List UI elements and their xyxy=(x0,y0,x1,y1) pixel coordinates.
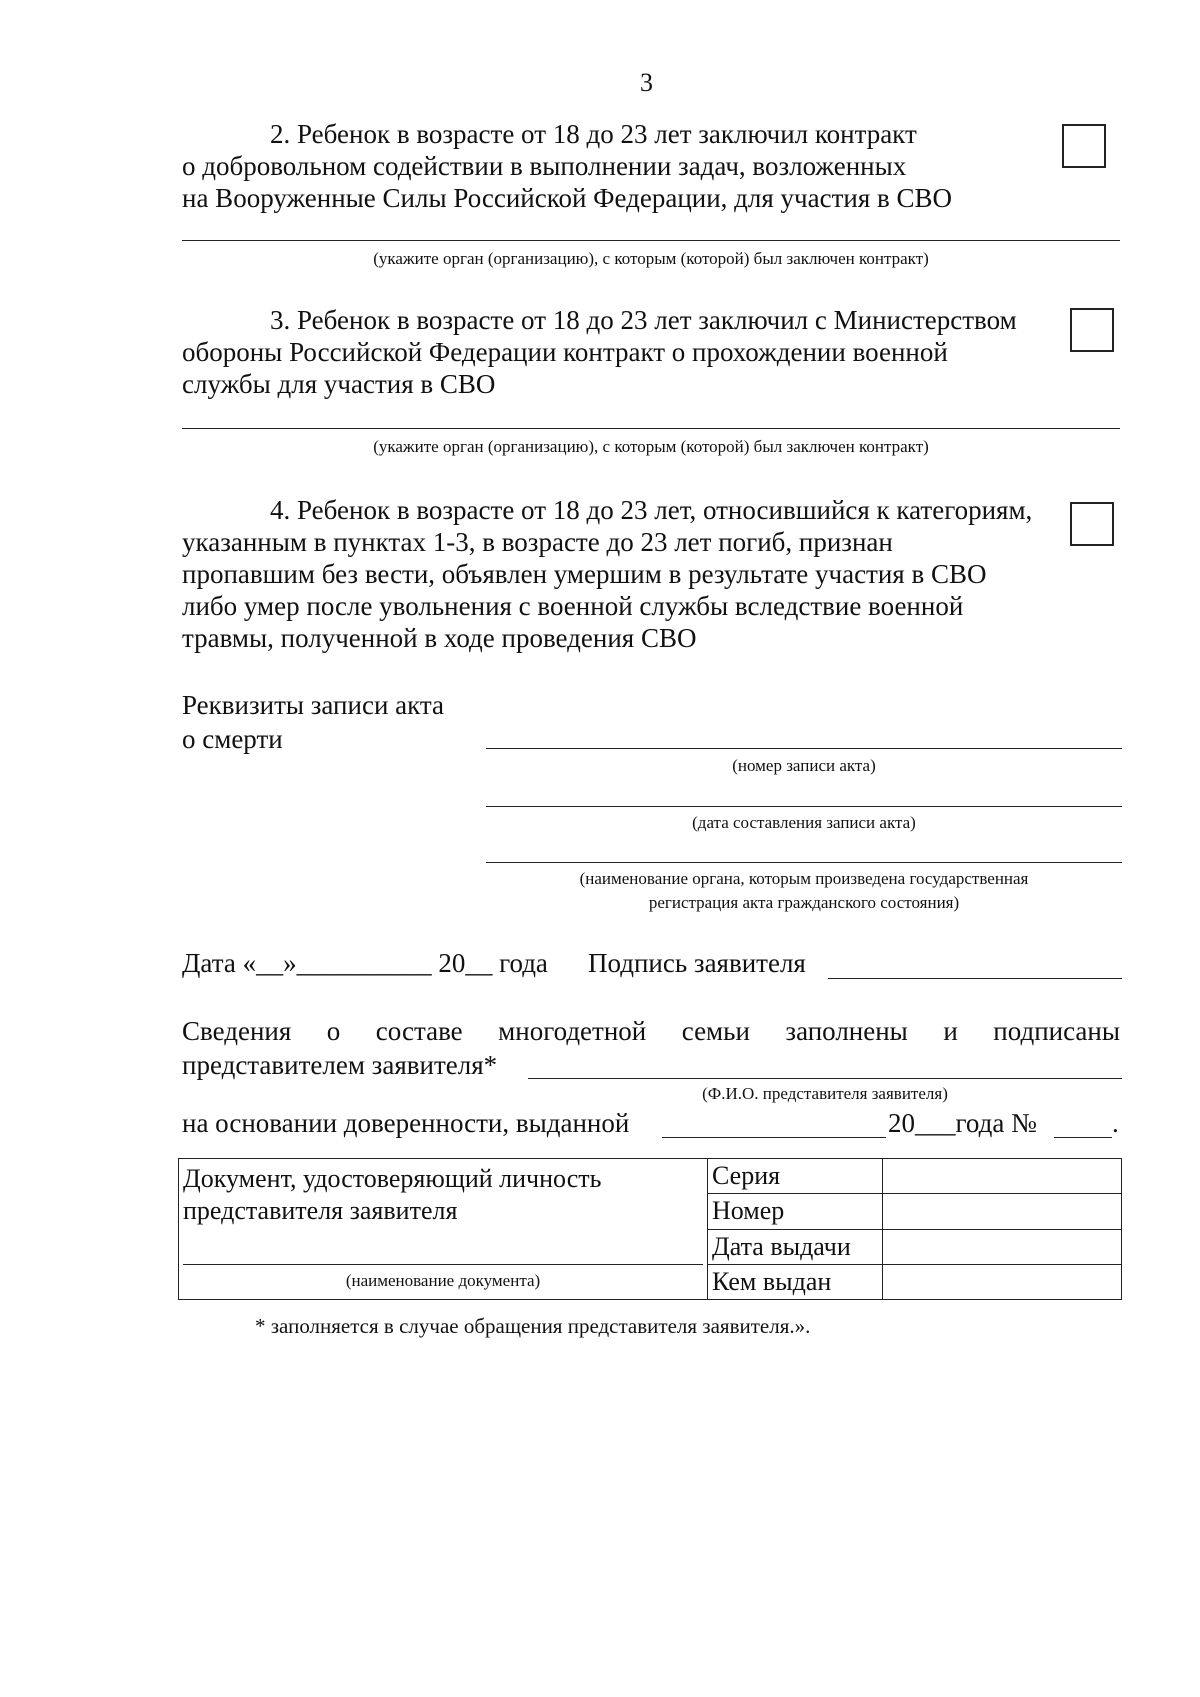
item-4-line-1: 4. Ребенок в возрасте от 18 до 23 лет, относившийся к категориям, xyxy=(270,495,1033,525)
power-of-attorney-year-label: 20___года № xyxy=(888,1108,1037,1138)
representative-fio-line[interactable] xyxy=(528,1078,1122,1079)
item-2-line-3: на Вооруженные Силы Российской Федерации, для участия в СВО xyxy=(182,183,953,213)
field-value-series[interactable] xyxy=(883,1159,1122,1194)
field-label-issue-date: Дата выдачи xyxy=(708,1229,883,1264)
item-3-line-1: 3. Ребенок в возрасте от 18 до 23 лет заключил с Министерством xyxy=(270,305,1017,335)
item-4-checkbox[interactable] xyxy=(1070,502,1114,546)
record-number-line[interactable] xyxy=(486,748,1122,749)
item-3-checkbox[interactable] xyxy=(1070,308,1114,352)
document-name-cell xyxy=(179,1159,708,1300)
record-date-line[interactable] xyxy=(486,806,1122,807)
item-3-line-3: службы для участия в СВО xyxy=(182,369,496,399)
record-date-caption: (дата составления записи акта) xyxy=(692,813,916,832)
death-record-label-line-2: о смерти xyxy=(182,724,283,754)
power-of-attorney-number-line[interactable] xyxy=(1054,1137,1112,1138)
signature-label: Подпись заявителя xyxy=(588,948,806,978)
representative-line-2: представителем заявителя* xyxy=(182,1050,498,1080)
item-2-line-2: о добровольном содействии в выполнении задач, возложенных xyxy=(182,151,907,181)
item-3-text xyxy=(182,304,1017,400)
item-3-line-2: обороны Российской Федерации контракт о прохождении военной xyxy=(182,337,948,367)
item-2-checkbox[interactable] xyxy=(1062,124,1106,168)
id-document-table xyxy=(178,1158,1122,1300)
document-name-caption: (наименование документа) xyxy=(345,1271,541,1290)
field-label-issued-by: Кем выдан xyxy=(708,1264,883,1299)
item-2-organ-line[interactable] xyxy=(182,240,1120,241)
power-of-attorney-label: на основании доверенности, выданной xyxy=(182,1108,630,1138)
item-2-line-1: 2. Ребенок в возрасте от 18 до 23 лет заключил контракт xyxy=(270,119,917,149)
document-label-line-1: Документ, удостоверяющий личность xyxy=(183,1164,602,1193)
item-4-line-3: пропавшим без вести, объявлен умершим в результате участия в СВО xyxy=(182,559,987,589)
signature-line[interactable] xyxy=(828,978,1122,979)
death-record-label-line-1: Реквизиты записи акта xyxy=(182,690,444,720)
record-organ-caption-2: регистрация акта гражданского состояния) xyxy=(648,893,960,912)
record-number-caption: (номер записи акта) xyxy=(732,756,876,775)
item-2-text xyxy=(182,118,952,214)
field-value-number[interactable] xyxy=(883,1194,1122,1229)
page-number: 3 xyxy=(640,68,653,97)
power-of-attorney-end: . xyxy=(1112,1108,1119,1138)
item-4-line-2: указанным в пунктах 1-3, в возрасте до 23 лет погиб, признан xyxy=(182,527,893,557)
field-value-issue-date[interactable] xyxy=(883,1229,1122,1264)
record-organ-caption-1: (наименование органа, которым произведена государственная xyxy=(579,869,1029,888)
representative-line-1: Сведения о составе многодетной семьи заполнены и подписаны xyxy=(182,1016,1120,1046)
item-4-text xyxy=(182,494,1032,654)
document-label-line-2: представителя заявителя xyxy=(183,1196,458,1225)
record-organ-line[interactable] xyxy=(486,862,1122,863)
item-3-organ-line[interactable] xyxy=(182,428,1120,429)
table-row xyxy=(179,1159,1122,1194)
item-4-line-5: травмы, полученной в ходе проведения СВО xyxy=(182,623,697,653)
representative-fio-caption: (Ф.И.О. представителя заявителя) xyxy=(702,1084,948,1103)
item-4-line-4: либо умер после увольнения с военной службы вследствие военной xyxy=(182,591,964,621)
date-field[interactable]: Дата «__»__________ 20__ года xyxy=(182,948,548,978)
item-2-caption: (укажите орган (организацию), с которым (которой) был заключен контракт) xyxy=(373,249,929,268)
document-name-line[interactable] xyxy=(183,1264,703,1265)
field-label-series: Серия xyxy=(708,1159,883,1194)
field-value-issued-by[interactable] xyxy=(883,1264,1122,1299)
field-label-number: Номер xyxy=(708,1194,883,1229)
footnote: * заполняется в случае обращения представителя заявителя.». xyxy=(255,1314,811,1338)
item-3-caption: (укажите орган (организацию), с которым (которой) был заключен контракт) xyxy=(373,437,929,456)
power-of-attorney-issuer-line[interactable] xyxy=(662,1137,886,1138)
